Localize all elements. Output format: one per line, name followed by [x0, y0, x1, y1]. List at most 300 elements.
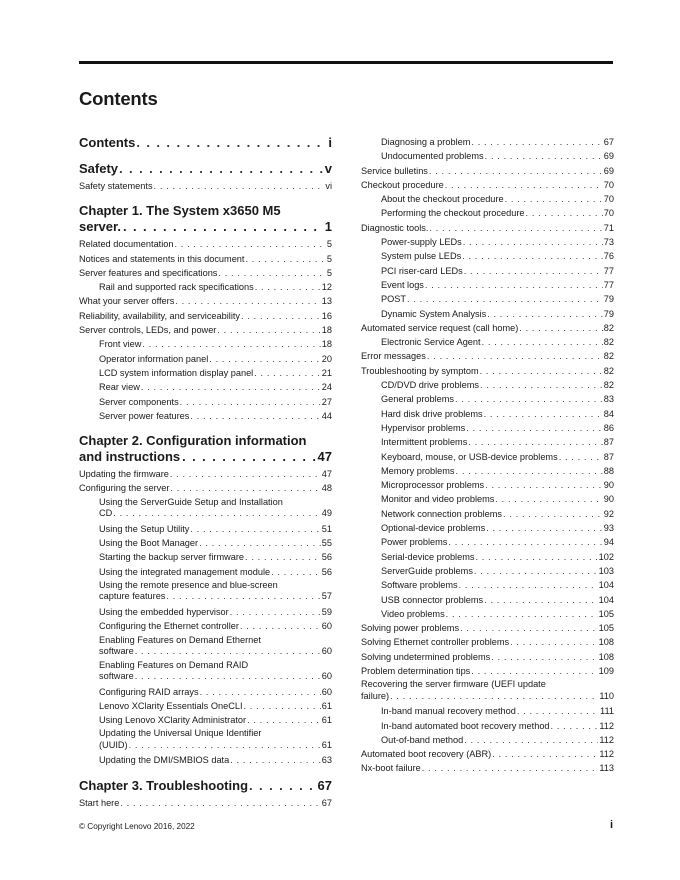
toc-page-number: 86	[603, 422, 614, 433]
toc-right-column	[361, 135, 614, 776]
toc-dot-leader	[422, 761, 599, 775]
toc-entry-title: Microprocessor problems	[381, 480, 485, 491]
toc-entry-title: LCD system information display panel	[99, 367, 254, 378]
toc-page-number: 70	[603, 208, 614, 219]
toc-page-number: 60	[321, 621, 332, 632]
toc-page-number: 60	[321, 646, 332, 657]
footer-copyright: © Copyright Lenovo 2016, 2022	[79, 822, 195, 831]
toc-page-number: i	[328, 135, 332, 150]
toc-entry-title: Power problems	[381, 537, 448, 548]
toc-page-number: 18	[321, 339, 332, 350]
toc-entry[interactable]	[361, 507, 614, 521]
toc-dot-leader	[466, 421, 603, 435]
toc-entry[interactable]	[79, 433, 332, 465]
toc-entry-title: Configuring RAID arrays	[99, 686, 199, 697]
toc-entry-title-line2: software	[99, 646, 134, 657]
toc-dot-leader	[445, 178, 603, 192]
toc-entry[interactable]	[79, 580, 332, 603]
toc-dot-leader	[141, 380, 321, 394]
toc-dot-leader	[170, 481, 320, 495]
toc-entry[interactable]	[79, 753, 332, 767]
toc-dot-leader	[471, 664, 597, 678]
toc-dot-leader	[136, 135, 327, 151]
toc-entry[interactable]	[361, 521, 614, 535]
toc-entry[interactable]	[79, 481, 332, 495]
toc-entry-title: Operator information panel	[99, 353, 209, 364]
toc-dot-leader	[119, 161, 324, 177]
toc-page-number: 82	[603, 380, 614, 391]
toc-entry-title: POST	[381, 294, 407, 305]
toc-dot-leader	[491, 650, 597, 664]
toc-dot-leader	[255, 280, 321, 294]
toc-page-number: 55	[321, 538, 332, 549]
toc-entry-title: Using the Boot Manager	[99, 538, 199, 549]
toc-entry-title: Troubleshooting by symptom	[361, 365, 479, 376]
toc-entry-title-line1: Chapter 1. The System x3650 M5	[79, 203, 281, 219]
toc-page-number: 103	[598, 565, 614, 576]
toc-dot-leader	[462, 249, 603, 263]
toc-page-number: 61	[321, 739, 332, 750]
toc-page-number: 13	[321, 296, 332, 307]
toc-dot-leader	[425, 278, 603, 292]
toc-entry[interactable]	[79, 309, 332, 323]
toc-entry[interactable]	[361, 550, 614, 564]
toc-entry[interactable]	[79, 179, 332, 193]
toc-entry-title-line1: Recovering the server firmware (UEFI update	[361, 679, 546, 690]
toc-entry-title: Performing the checkout procedure	[381, 208, 525, 219]
toc-page-number: 56	[321, 552, 332, 563]
toc-entry[interactable]	[361, 164, 614, 178]
toc-entry[interactable]	[79, 294, 332, 308]
toc-entry-title: System pulse LEDs	[381, 251, 462, 262]
toc-dot-leader	[180, 395, 321, 409]
toc-entry[interactable]	[361, 733, 614, 747]
toc-entry-title: Optional-device problems	[381, 523, 486, 534]
toc-page-number: 70	[603, 194, 614, 205]
toc-page-number: vi	[325, 181, 332, 191]
toc-page-number: v	[324, 161, 332, 176]
toc-dot-leader	[120, 796, 320, 810]
toc-entry-title: Lenovo XClarity Essentials OneCLI	[99, 700, 243, 711]
toc-entry-title: Problem determination tips	[361, 665, 471, 676]
toc-page-number: 47	[321, 469, 332, 480]
top-rule	[79, 61, 613, 64]
toc-dot-leader	[510, 635, 598, 649]
toc-page-number: 83	[603, 394, 614, 405]
toc-page-number: 73	[603, 237, 614, 248]
toc-entry[interactable]	[79, 323, 332, 337]
toc-dot-leader	[245, 252, 325, 266]
toc-dot-leader	[482, 335, 603, 349]
toc-entry[interactable]	[361, 719, 614, 733]
toc-entry[interactable]	[79, 522, 332, 536]
toc-entry[interactable]	[79, 778, 332, 794]
toc-page-number: 48	[321, 483, 332, 494]
toc-entry-title: Automated service request (call home)	[361, 322, 519, 333]
toc-page-number: 104	[598, 594, 614, 605]
toc-page-number: 111	[600, 706, 614, 717]
toc-entry[interactable]	[79, 203, 332, 235]
toc-page-number: 18	[321, 325, 332, 336]
toc-page-number: 76	[603, 251, 614, 262]
toc-entry-title: Nx-boot failure	[361, 763, 421, 774]
toc-dot-leader	[254, 366, 321, 380]
toc-entry-title: Hard disk drive problems	[381, 408, 483, 419]
toc-entry[interactable]	[79, 237, 332, 251]
toc-entry[interactable]	[79, 713, 332, 727]
toc-entry-title: Using Lenovo XClarity Administrator	[99, 715, 247, 726]
toc-page-number: 82	[603, 351, 614, 362]
toc-dot-leader	[230, 753, 321, 767]
toc-entry[interactable]	[79, 550, 332, 564]
toc-entry[interactable]	[361, 364, 614, 378]
toc-entry-title: Notices and statements in this document	[79, 253, 245, 264]
toc-entry[interactable]	[361, 421, 614, 435]
toc-page-number: 61	[321, 715, 332, 726]
toc-dot-leader	[484, 593, 598, 607]
toc-entry-title: Solving Ethernet controller problems	[361, 637, 510, 648]
toc-dot-leader	[135, 671, 321, 683]
toc-dot-leader	[113, 508, 320, 520]
toc-entry[interactable]	[361, 178, 614, 192]
toc-entry-title: Checkout procedure	[361, 179, 444, 190]
toc-entry-title: Video problems	[381, 608, 445, 619]
toc-entry-title: Hypervisor problems	[381, 422, 466, 433]
toc-entry[interactable]	[361, 206, 614, 220]
toc-entry[interactable]	[361, 450, 614, 464]
toc-dot-leader	[429, 164, 603, 178]
toc-entry[interactable]	[361, 464, 614, 478]
toc-entry[interactable]	[361, 349, 614, 363]
page-title: Contents	[79, 88, 158, 109]
toc-page-number: 27	[321, 396, 332, 407]
toc-dot-leader	[241, 309, 321, 323]
toc-page-number: 49	[321, 508, 332, 519]
toc-entry[interactable]	[361, 435, 614, 449]
toc-entry[interactable]	[79, 337, 332, 351]
toc-entry-title: Software problems	[381, 580, 458, 591]
toc-page-number: 82	[603, 365, 614, 376]
toc-entry-title: About the checkout procedure	[381, 194, 504, 205]
toc-dot-leader	[190, 409, 320, 423]
toc-dot-leader	[429, 221, 602, 235]
toc-dot-leader	[559, 450, 603, 464]
toc-dot-leader	[495, 492, 602, 506]
toc-page-number: 112	[599, 734, 614, 745]
toc-entry[interactable]	[361, 235, 614, 249]
toc-entry-title-line2: CD	[99, 508, 113, 519]
toc-entry-title: Updating the firmware	[79, 469, 169, 480]
toc-entry[interactable]	[361, 135, 614, 149]
toc-entry[interactable]	[361, 378, 614, 392]
toc-page-number: 79	[603, 294, 614, 305]
toc-page-number: 69	[603, 151, 614, 162]
toc-page-number: 1	[324, 219, 332, 235]
toc-page-number: 82	[603, 322, 614, 333]
toc-dot-leader	[249, 778, 317, 794]
toc-entry-title-line1: Chapter 2. Configuration information	[79, 433, 307, 449]
toc-dot-leader	[407, 292, 603, 306]
toc-entry-title: Using the embedded hypervisor	[99, 606, 229, 617]
toc-entry[interactable]	[361, 478, 614, 492]
toc-entry[interactable]	[79, 536, 332, 550]
toc-page-number: 60	[321, 686, 332, 697]
toc-page-number: 20	[321, 353, 332, 364]
toc-page-number: 104	[598, 580, 614, 591]
toc-dot-leader	[170, 467, 321, 481]
toc-entry-title: Front view	[99, 339, 142, 350]
toc-entry-title: Server features and specifications	[79, 267, 218, 278]
toc-entry[interactable]	[79, 366, 332, 380]
toc-page-number: 93	[603, 523, 614, 534]
toc-entry-title: In-band manual recovery method	[381, 706, 516, 717]
toc-dot-leader	[463, 235, 603, 249]
toc-entry-title: USB connector problems	[381, 594, 484, 605]
toc-page-number: 70	[603, 179, 614, 190]
toc-entry[interactable]	[361, 635, 614, 649]
toc-entry[interactable]	[79, 685, 332, 699]
toc-entry-title: Monitor and video problems	[381, 494, 495, 505]
toc-entry-title: Diagnostic tools.	[361, 222, 429, 233]
toc-entry-title-line2: (UUID)	[99, 739, 128, 750]
toc-entry[interactable]	[79, 660, 332, 683]
toc-page-number: 63	[321, 755, 332, 766]
toc-entry[interactable]	[361, 704, 614, 718]
toc-dot-leader	[142, 337, 320, 351]
toc-page-number: 92	[603, 508, 614, 519]
toc-dot-leader	[487, 307, 603, 321]
toc-page-number: 82	[603, 337, 614, 348]
toc-dot-leader	[503, 507, 603, 521]
toc-entry[interactable]	[79, 619, 332, 633]
toc-entry-title: Server controls, LEDs, and power	[79, 325, 217, 336]
toc-dot-leader	[129, 740, 321, 752]
toc-entry-title: Dynamic System Analysis	[381, 308, 487, 319]
toc-dot-leader	[471, 135, 602, 149]
toc-dot-leader	[486, 521, 603, 535]
toc-entry[interactable]	[361, 607, 614, 621]
toc-entry-title: Configuring the Ethernet controller	[99, 621, 239, 632]
toc-entry-title: Server components	[99, 396, 179, 407]
toc-entry-title-line1: Updating the Universal Unique Identifier	[99, 728, 262, 739]
toc-entry[interactable]	[361, 664, 614, 678]
toc-entry[interactable]	[361, 192, 614, 206]
toc-entry-title: Electronic Service Agent	[381, 337, 481, 348]
toc-entry-title: Related documentation	[79, 239, 174, 250]
toc-page-number: 44	[321, 410, 332, 421]
toc-dot-leader	[240, 619, 321, 633]
toc-entry[interactable]	[361, 407, 614, 421]
toc-dot-leader	[200, 685, 321, 699]
toc-entry-title: Solving undetermined problems	[361, 651, 491, 662]
toc-dot-leader	[175, 237, 326, 251]
toc-page-number: 12	[321, 282, 332, 293]
toc-page-number: 84	[603, 408, 614, 419]
toc-entry-title: Configuring the server	[79, 483, 170, 494]
toc-page-number: 88	[603, 465, 614, 476]
toc-dot-leader	[154, 179, 325, 193]
toc-page-number: 79	[603, 308, 614, 319]
toc-page-number: 61	[321, 700, 332, 711]
toc-page-number: 112	[599, 720, 614, 731]
toc-page-number: 90	[603, 480, 614, 491]
toc-entry[interactable]	[79, 565, 332, 579]
toc-page-number: 67	[321, 797, 332, 808]
toc-entry[interactable]	[79, 467, 332, 481]
toc-entry-title-line1: Enabling Features on Demand RAID	[99, 659, 249, 670]
toc-entry-title: Memory problems	[381, 465, 455, 476]
toc-entry[interactable]	[79, 605, 332, 619]
toc-page-number: 77	[603, 279, 614, 290]
toc-page-number: 105	[598, 623, 614, 634]
toc-page-number: 112	[599, 749, 614, 760]
toc-entry-title: General problems	[381, 394, 455, 405]
toc-dot-leader	[218, 266, 325, 280]
toc-entry-title: Using the Setup Utility	[99, 523, 190, 534]
toc-entry[interactable]	[79, 699, 332, 713]
toc-entry-title-line2: and instructions	[79, 449, 181, 465]
toc-page-number: 60	[321, 671, 332, 682]
toc-page-number: 108	[598, 651, 614, 662]
toc-entry[interactable]	[361, 264, 614, 278]
toc-entry-title: Intermittent problems	[381, 437, 468, 448]
toc-entry-title: Safety statements	[79, 181, 153, 191]
toc-dot-leader	[230, 605, 321, 619]
toc-entry[interactable]	[79, 161, 332, 177]
toc-entry[interactable]	[79, 380, 332, 394]
toc-page-number: 67	[317, 777, 332, 793]
toc-page-number: 110	[599, 690, 614, 701]
toc-dot-leader	[459, 578, 598, 592]
toc-entry-title: Keyboard, mouse, or USB-device problems	[381, 451, 558, 462]
toc-entry-title: In-band automated boot recovery method	[381, 720, 550, 731]
toc-dot-leader	[517, 704, 599, 718]
toc-dot-leader	[505, 192, 603, 206]
toc-page-number: 102	[598, 551, 614, 562]
toc-entry[interactable]	[79, 135, 332, 151]
toc-dot-leader	[492, 747, 598, 761]
toc-page-number: 105	[598, 608, 614, 619]
toc-entry-title: Start here	[79, 797, 120, 808]
toc-entry[interactable]	[79, 728, 332, 751]
toc-dot-leader	[446, 607, 598, 621]
toc-entry[interactable]	[79, 280, 332, 294]
toc-entry[interactable]	[361, 621, 614, 635]
toc-entry[interactable]	[361, 747, 614, 761]
toc-entry[interactable]	[79, 796, 332, 810]
toc-entry[interactable]	[361, 249, 614, 263]
toc-entry-title: Reliability, availability, and serviceability	[79, 310, 241, 321]
toc-entry[interactable]	[361, 307, 614, 321]
toc-entry[interactable]	[361, 392, 614, 406]
toc-entry[interactable]	[361, 149, 614, 163]
toc-page-number: 109	[598, 665, 614, 676]
toc-dot-leader	[474, 564, 598, 578]
toc-entry[interactable]	[79, 395, 332, 409]
toc-entry-title: Diagnosing a problem	[381, 137, 471, 147]
toc-entry[interactable]	[79, 635, 332, 658]
toc-entry-title-line2: software	[99, 671, 134, 682]
toc-dot-leader	[175, 294, 320, 308]
toc-entry[interactable]	[361, 535, 614, 549]
toc-dot-leader	[456, 464, 603, 478]
toc-entry-title: Error messages	[361, 351, 426, 362]
toc-entry-title: Rear view	[99, 382, 140, 393]
toc-page-number: 90	[603, 494, 614, 505]
toc-page-number: 57	[321, 591, 332, 602]
toc-dot-leader	[245, 550, 321, 564]
toc-entry[interactable]	[79, 266, 332, 280]
toc-entry[interactable]	[361, 335, 614, 349]
toc-entry-title: Undocumented problems	[381, 151, 484, 162]
toc-entry-title: Starting the backup server firmware	[99, 552, 245, 563]
toc-page-number: 47	[317, 449, 332, 465]
toc-page-number: 67	[603, 137, 614, 147]
toc-entry[interactable]	[361, 650, 614, 664]
toc-entry[interactable]	[79, 352, 332, 366]
toc-page-number: 16	[321, 310, 332, 321]
toc-page-number: 77	[603, 265, 614, 276]
toc-entry[interactable]	[361, 578, 614, 592]
toc-entry[interactable]	[361, 679, 614, 702]
toc-entry-title: Serial-device problems	[381, 551, 475, 562]
toc-dot-leader	[464, 733, 598, 747]
toc-page-number: 5	[326, 253, 332, 264]
toc-entry[interactable]	[361, 221, 614, 235]
toc-dot-leader	[199, 536, 321, 550]
toc-entry-title: Contents	[79, 135, 136, 150]
toc-entry[interactable]	[361, 593, 614, 607]
toc-entry[interactable]	[361, 761, 614, 775]
toc-entry-title-line1: Using the remote presence and blue-screen	[99, 579, 278, 590]
toc-entry[interactable]	[79, 252, 332, 266]
toc-page-number: 71	[603, 222, 614, 233]
toc-page-number: 56	[321, 566, 332, 577]
toc-entry-title: Server power features	[99, 410, 190, 421]
toc-entry[interactable]	[361, 492, 614, 506]
toc-dot-leader	[123, 219, 323, 235]
toc-entry[interactable]	[79, 497, 332, 520]
toc-dot-leader	[480, 378, 603, 392]
toc-entry-title: Event logs	[381, 279, 424, 290]
toc-page-number: 69	[603, 165, 614, 176]
toc-entry-title: Network connection problems	[381, 508, 503, 519]
toc-page-number: 5	[326, 267, 332, 278]
toc-entry[interactable]	[361, 321, 614, 335]
toc-dot-leader	[475, 550, 597, 564]
toc-dot-leader	[485, 478, 603, 492]
toc-page-number: 59	[321, 606, 332, 617]
toc-dot-leader	[480, 364, 603, 378]
toc-entry-title-line1: Using the ServerGuide Setup and Installation	[99, 496, 283, 507]
toc-page-number: 51	[321, 523, 332, 534]
toc-entry-title: Service bulletins	[361, 165, 428, 176]
toc-page-number: 21	[321, 367, 332, 378]
toc-entry-title: Chapter 3. Troubleshooting	[79, 777, 249, 793]
toc-entry[interactable]	[361, 278, 614, 292]
toc-entry[interactable]	[79, 409, 332, 423]
toc-entry-title: CD/DVD drive problems	[381, 380, 480, 391]
toc-dot-leader	[390, 691, 598, 703]
toc-dot-leader	[190, 522, 320, 536]
toc-entry[interactable]	[361, 564, 614, 578]
toc-entry-title: ServerGuide problems	[381, 565, 473, 576]
toc-dot-leader	[244, 699, 321, 713]
toc-entry-title: Power-supply LEDs	[381, 237, 462, 248]
toc-entry[interactable]	[361, 292, 614, 306]
toc-entry-title: Solving power problems	[361, 623, 460, 634]
toc-entry-title-line2: capture features	[99, 591, 166, 602]
